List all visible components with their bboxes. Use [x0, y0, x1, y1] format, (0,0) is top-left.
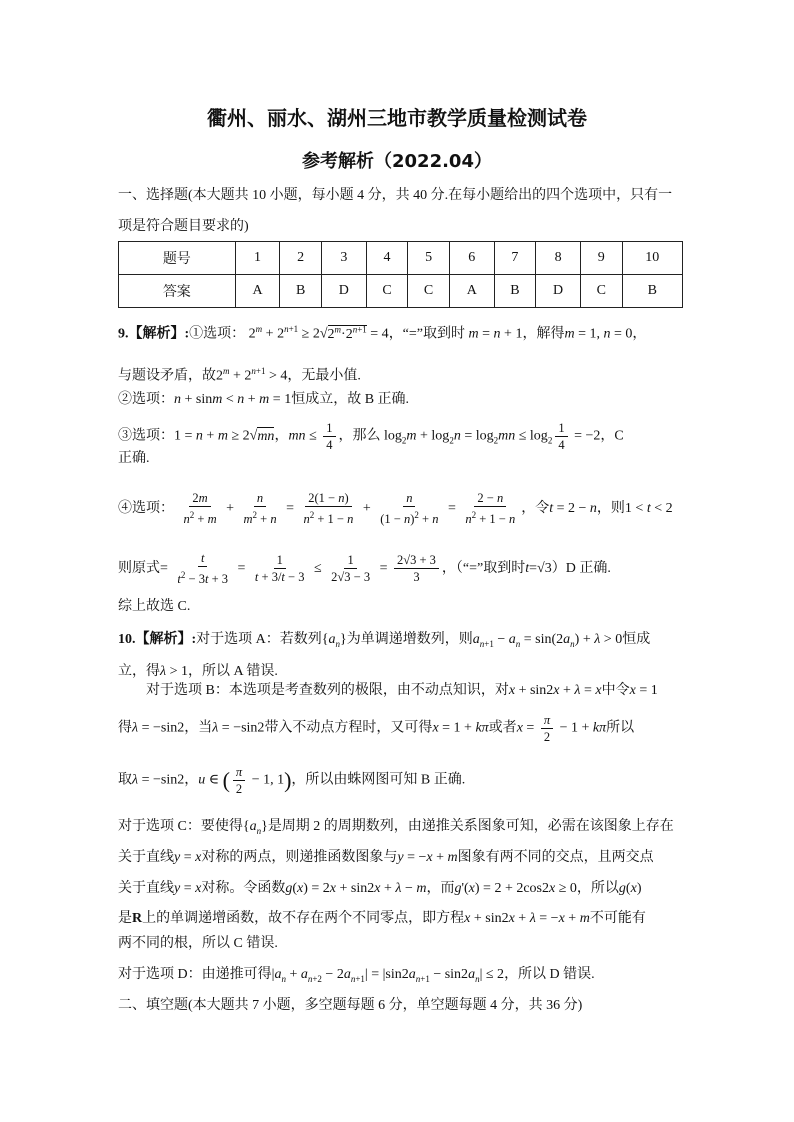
q9-option3-cont: 正确.: [118, 451, 150, 466]
text: 图象有两不同的交点，且两交点: [457, 850, 654, 865]
text: ，当: [184, 720, 213, 736]
text: 关于直线: [118, 881, 174, 896]
text: ，C: [600, 428, 624, 444]
text: 是: [118, 911, 132, 926]
table-header-label: 题号: [119, 242, 236, 275]
q10-option-b-line3: 取λ = −sin2，u ∈ ( $\frac{\pi}{2}$ − 1, 1)，所以由蛛网图可知 B 正确.: [118, 765, 466, 796]
text: ①选项：: [189, 326, 246, 342]
text: ，那么: [338, 428, 381, 444]
text: ，则: [596, 500, 625, 516]
table-cell: 3: [321, 242, 366, 275]
text: ，无最小值.: [287, 368, 361, 384]
text: ③选项：: [118, 428, 174, 444]
text: ，所以: [576, 881, 619, 896]
table-cell: 4: [366, 242, 408, 275]
text: ，所以由蛛网图可知 B 正确.: [291, 772, 466, 788]
q9-option4: ④选项： $\frac{2m}{n^2 + m}$ + $\frac{n}{m^2 + n}$ = $\frac{2(1 - n)}{n^2 + 1 - n}$ + $\frac{n}{(1 - n)^2 + n}$ = $\frac{2 - n}{n^2 + 1 - n}$ ，令t = 2 − n，则1 < t < 2: [118, 491, 673, 527]
q9-tag: 9.【解析】:: [118, 326, 190, 342]
text: 中令: [601, 683, 630, 698]
table-answer-label: 答案: [119, 275, 236, 308]
text: ，所以 A 错误.: [187, 664, 278, 679]
text: 对于选项 D：由递推可得: [118, 967, 272, 982]
text: 或者: [488, 720, 517, 736]
text: 关于直线: [118, 850, 174, 865]
text: 则原式=: [118, 560, 168, 576]
text: ④选项：: [118, 500, 174, 516]
q10-option-a: 10.【解析】:对于选项 A：若数列$\{a_n\}$为单调递增数列，则$a_{n+1} - a_n = \sin(2a_n) + \lambda > 0$恒成: [118, 632, 651, 649]
text: 带入不动点方程时，又可得: [264, 720, 433, 736]
q9-option2: ②选项：n + sinm < n + m = 1恒成立，故 B 正确.: [118, 392, 410, 407]
answer-table-answer-row: [119, 275, 683, 308]
text: ，所以 D 错误.: [504, 967, 595, 982]
text: ，“=”取到时: [388, 326, 466, 342]
text: 对称的两点，则递推函数图象与: [201, 850, 398, 865]
text: 对于选项 C：要使得: [118, 819, 243, 834]
table-cell: 5: [408, 242, 450, 275]
section2-heading: 二、填空题(本大题共 7 小题，多空题每题 6 分，单空题每题 4 分，共 36 分): [118, 998, 583, 1013]
q9-option3: ③选项：1 = n + m ≥ 2√mn，mn ≤ $\frac{1}{4}$ ，那么 $\log_2m + \log_2n = \log_2mn \le \log_2$ $\frac{1}{4}$ = −2，C: [118, 421, 624, 452]
table-cell: 1: [235, 242, 280, 275]
text: ，而: [426, 881, 455, 896]
table-cell: B: [622, 275, 682, 308]
text: 对称。令函数: [201, 881, 286, 896]
table-cell: C: [366, 275, 408, 308]
text: 不可能有: [589, 911, 646, 926]
table-cell: 9: [580, 242, 622, 275]
q10-option-c-line4: 是R上的单调递增函数，故不存在两个不同零点，即方程x + sin2x + λ = −x + m不可能有: [118, 911, 646, 926]
table-cell: A: [235, 275, 280, 308]
table-cell: B: [280, 275, 322, 308]
text: 恒成立，故 B 正确.: [291, 392, 410, 407]
table-cell: 7: [494, 242, 536, 275]
q9-option1: 9.【解析】:①选项： $2^m + 2^{n+1} \ge 2√2^m\cdot 2^{n+1} = 4$，“=”取到时 m = n + 1，解得m = 1, n = 0，: [118, 324, 647, 342]
document-title: 衢州、丽水、湖州三地市教学质量检测试卷: [207, 106, 587, 130]
text: ）D 正确.: [551, 560, 611, 576]
q9-conclusion: 综上故选 C.: [118, 599, 191, 614]
table-cell: A: [449, 275, 494, 308]
table-cell: 2: [280, 242, 322, 275]
text: 为单调递增数列，则: [346, 632, 473, 647]
text: R: [132, 911, 143, 926]
text: 立，得: [118, 664, 160, 679]
text: 上的单调递增函数，故不存在两个不同零点，即方程: [142, 911, 465, 926]
text: 是周期 2 的周期数列，由递推关系图象可知，必需在该图象上存在: [267, 819, 674, 834]
text: 取: [118, 772, 132, 788]
q10-option-c-line2: 关于直线y = x对称的两点，则递推函数图象与y = −x + m图象有两不同的交点，且两交点: [118, 850, 654, 865]
text: ②选项：: [118, 392, 174, 407]
text: 得: [118, 720, 132, 736]
section1-heading-line1: 一、选择题(本大题共 10 小题，每小题 4 分，共 40 分.在每小题给出的四个选项中，只有一: [118, 188, 673, 203]
table-cell: C: [580, 275, 622, 308]
q9-original-expression: 则原式= $\frac{t}{t^2 - 3t + 3}$ = $\frac{1}{t + 3/t - 3}$ ≤ $\frac{1}{2√3 - 3}$ = $\frac{2√3 + 3}{3}$ ，（“=”取到时t=√3）D 正确.: [118, 551, 611, 587]
table-cell: C: [408, 275, 450, 308]
q10-option-b: 对于选项 B：本选项是考查数列的极限，由不动点知识，对x + sin2x + λ = x中令x = 1: [146, 683, 658, 698]
text: 所以: [606, 720, 635, 736]
text: ，解得: [522, 326, 565, 342]
q10-option-c-line5: 两不同的根，所以 C 错误.: [118, 936, 278, 951]
text: ，令: [521, 500, 550, 516]
table-cell: 6: [449, 242, 494, 275]
table-cell: D: [321, 275, 366, 308]
q10-option-b-line2: 得λ = −sin2，当λ = −sin2带入不动点方程时，又可得x = 1 + kπ或者x = $\frac{\pi}{2}$ − 1 + kπ所以: [118, 713, 635, 744]
text: 恒成: [622, 632, 651, 647]
text: 对于选项 B：本选项是考查数列的极限，由不动点知识，对: [146, 683, 509, 698]
text: ，（“=”取到时: [441, 560, 526, 576]
document-subtitle: 参考解析（2022.04）: [302, 151, 492, 172]
q10-option-c: 对于选项 C：要使得$\{a_n\}$是周期 2 的周期数列，由递推关系图象可知，必需在该图象上存在: [118, 819, 674, 836]
table-cell: D: [536, 275, 581, 308]
q10-tag: 10.【解析】:: [118, 632, 197, 647]
q10-option-a-cont: 立，得λ > 1，所以 A 错误.: [118, 664, 278, 679]
q10-option-d: 对于选项 D：由递推可得$|a_n + a_{n+2} - 2a_{n+1}| = |\sin 2a_{n+1} - \sin 2a_n| \le 2$，所以 D 错误.: [118, 967, 595, 984]
text: 与题设矛盾，故: [118, 368, 216, 384]
answer-table-number-row: [119, 242, 683, 275]
table-cell: 10: [622, 242, 682, 275]
answer-table: [118, 241, 683, 308]
table-cell: 8: [536, 242, 581, 275]
table-cell: B: [494, 275, 536, 308]
section1-heading-line2: 项是符合题目要求的): [118, 219, 249, 234]
text: 对于选项 A：若数列: [196, 632, 322, 647]
q9-option1-cont: 与题设矛盾，故$2^m + 2^{n+1} > 4$，无最小值.: [118, 366, 361, 384]
q10-option-c-line3: 关于直线y = x对称。令函数g(x) = 2x + sin2x + λ − m，而g'(x) = 2 + 2cos2x ≥ 0，所以g(x): [118, 881, 642, 896]
